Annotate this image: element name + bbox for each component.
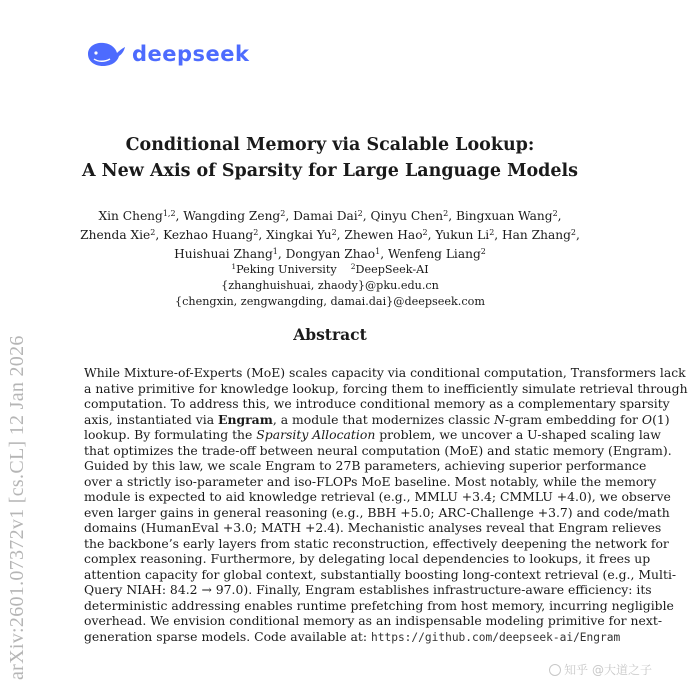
abstract-line: even larger gains in general reasoning (e.g., BBH +5.0; ARC-Challenge +3.7) and code/math — [84, 504, 670, 520]
email-deepseek: {chengxin, zengwangding, damai.dai}@deepseek.com — [175, 295, 485, 308]
paper-title — [0, 132, 660, 184]
logo-text: deepseek — [132, 42, 250, 66]
author-line-1: Xin Cheng$^{1,2}$, Wangding Zeng$^2$, Damai Dai$^2$, Qinyu Chen$^2$, Bingxuan Wang$^2$, — [98, 209, 562, 223]
arxiv-identifier: arXiv:2601.07372v1 [cs.CL] 12 Jan 2026 — [6, 335, 28, 680]
watermark: 知乎 @大道之子 — [549, 661, 652, 678]
abstract-line: that optimizes the trade-off between neural computation (MoE) and static memory (Engram). — [84, 442, 672, 458]
deepseek-logo — [86, 40, 250, 68]
abstract-line: a native primitive for knowledge lookup, forcing them to inefficiently simulate retrieval through — [84, 380, 688, 396]
abstract-line: lookup. By formulating the Sparsity Allocation problem, we uncover a U-shaped scaling law — [84, 427, 661, 442]
abstract-line: over a strictly iso-parameter and iso-FLOPs MoE baseline. Most notably, while the memory — [84, 473, 657, 489]
affiliation-line: $^1$Peking University $^2$DeepSeek-AI — [231, 262, 429, 276]
abstract-body — [84, 365, 688, 645]
code-link[interactable]: https://github.com/deepseek-ai/Engram — [371, 630, 621, 644]
author-line-3: Huishuai Zhang$^1$, Dongyan Zhao$^1$, Wenfeng Liang$^2$ — [174, 247, 486, 261]
affiliation-deepseek: DeepSeek-AI — [355, 263, 429, 276]
whale-icon — [86, 40, 126, 68]
abstract-line: generation sparse models. Code available at: https://github.com/deepseek-ai/Engram — [84, 628, 621, 644]
abstract-line: overhead. We envision conditional memory as an indispensable modeling primitive for next- — [84, 613, 663, 628]
title-line-1: Conditional Memory via Scalable Lookup: — [125, 135, 535, 155]
abstract-line: deterministic addressing enables runtime prefetching from host memory, incurring negligible — [84, 597, 674, 613]
abstract-line: Query NIAH: 84.2 → 97.0). Finally, Engram establishes infrastructure-aware efficiency: its — [84, 582, 652, 597]
abstract-line: complex reasoning. Furthermore, by delegating local dependencies to lookups, it frees up — [84, 551, 651, 566]
title-line-2: A New Axis of Sparsity for Large Language Models — [81, 161, 578, 181]
abstract-heading: Abstract — [293, 325, 367, 344]
watermark-icon — [549, 664, 561, 676]
abstract-line: computation. To address this, we introduce conditional memory as a complementary sparsity — [84, 396, 670, 411]
affiliation-pku: Peking University — [236, 263, 337, 276]
abstract-line: While Mixture-of-Experts (MoE) scales capacity via conditional computation, Transformers lack — [84, 365, 686, 380]
author-line-2: Zhenda Xie$^2$, Kezhao Huang$^2$, Xingkai Yu$^2$, Zhewen Hao$^2$, Yukun Li$^2$, Han Zhang$^2$, — [80, 228, 580, 242]
email-pku: {zhanghuishuai, zhaody}@pku.edu.cn — [221, 279, 439, 292]
abstract-line: the backbone’s early layers from static reconstruction, effectively deepening the network for — [84, 535, 669, 551]
affiliations — [0, 262, 660, 310]
abstract-line: Guided by this law, we scale Engram to 27B parameters, achieving superior performance — [84, 458, 647, 473]
abstract-line: attention capacity for global context, substantially boosting long-context retrieval (e.g., Multi- — [84, 566, 677, 582]
author-list — [0, 207, 660, 264]
abstract-line: axis, instantiated via Engram, a module that modernizes classic N-gram embedding for O(1) — [84, 411, 670, 427]
abstract-line: module is expected to aid knowledge retrieval (e.g., MMLU +3.4; CMMLU +4.0), we observe — [84, 489, 671, 504]
abstract-line: domains (HumanEval +3.0; MATH +2.4). Mechanistic analyses reveal that Engram relieves — [84, 520, 662, 535]
